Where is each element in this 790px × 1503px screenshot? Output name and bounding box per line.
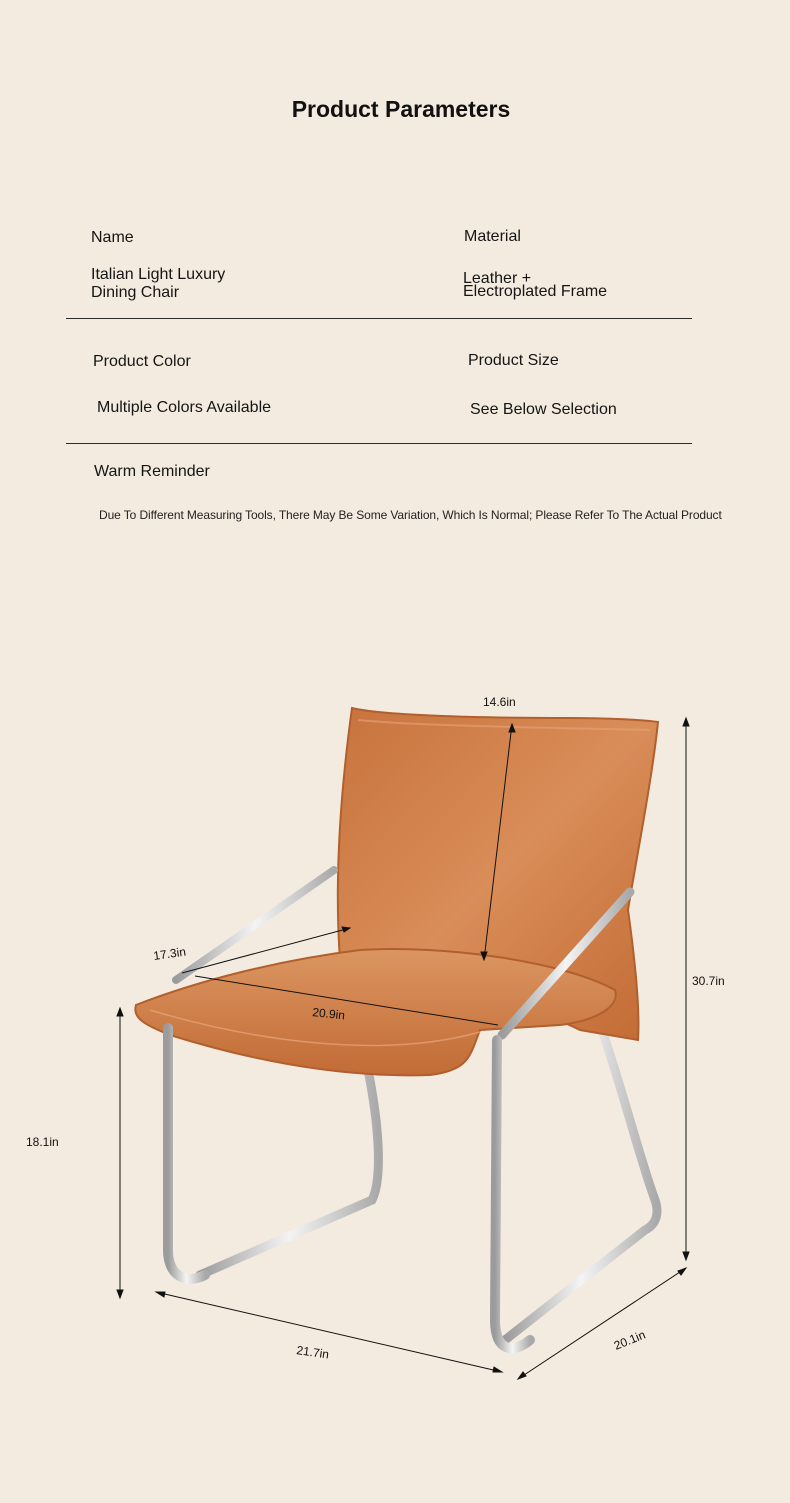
chair-illustration <box>0 660 790 1420</box>
name-value-line2: Dining Chair <box>91 284 180 301</box>
reminder-label: Warm Reminder <box>94 463 210 480</box>
seat-height-label: 18.1in <box>26 1135 59 1149</box>
color-label: Product Color <box>93 353 191 370</box>
seat-width-label: 20.9in <box>311 1005 346 1023</box>
base-width-label: 21.7in <box>295 1343 330 1362</box>
divider-2 <box>66 443 692 444</box>
material-label: Material <box>464 228 521 245</box>
material-value-line1: Leather + <box>463 270 532 287</box>
material-value-line2: Electroplated Frame <box>463 283 608 300</box>
backrest-height-label: 14.6in <box>483 695 516 709</box>
chair-seat <box>135 949 615 1075</box>
divider-1 <box>66 318 692 319</box>
name-label: Name <box>91 229 134 246</box>
seat-depth-label: 17.3in <box>152 944 187 963</box>
total-height-label: 30.7in <box>692 974 725 988</box>
size-value: See Below Selection <box>470 401 617 418</box>
size-label: Product Size <box>468 352 559 369</box>
reminder-text: Due To Different Measuring Tools, There May Be Some Variation, Which Is Normal; Please Refer To The Actual Product <box>99 508 722 522</box>
page-title: Product Parameters <box>291 96 511 122</box>
color-value: Multiple Colors Available <box>97 399 272 416</box>
name-value-line1: Italian Light Luxury <box>91 266 226 283</box>
chair-dimension-figure <box>0 660 790 1420</box>
base-depth-label: 20.1in <box>611 1327 648 1353</box>
